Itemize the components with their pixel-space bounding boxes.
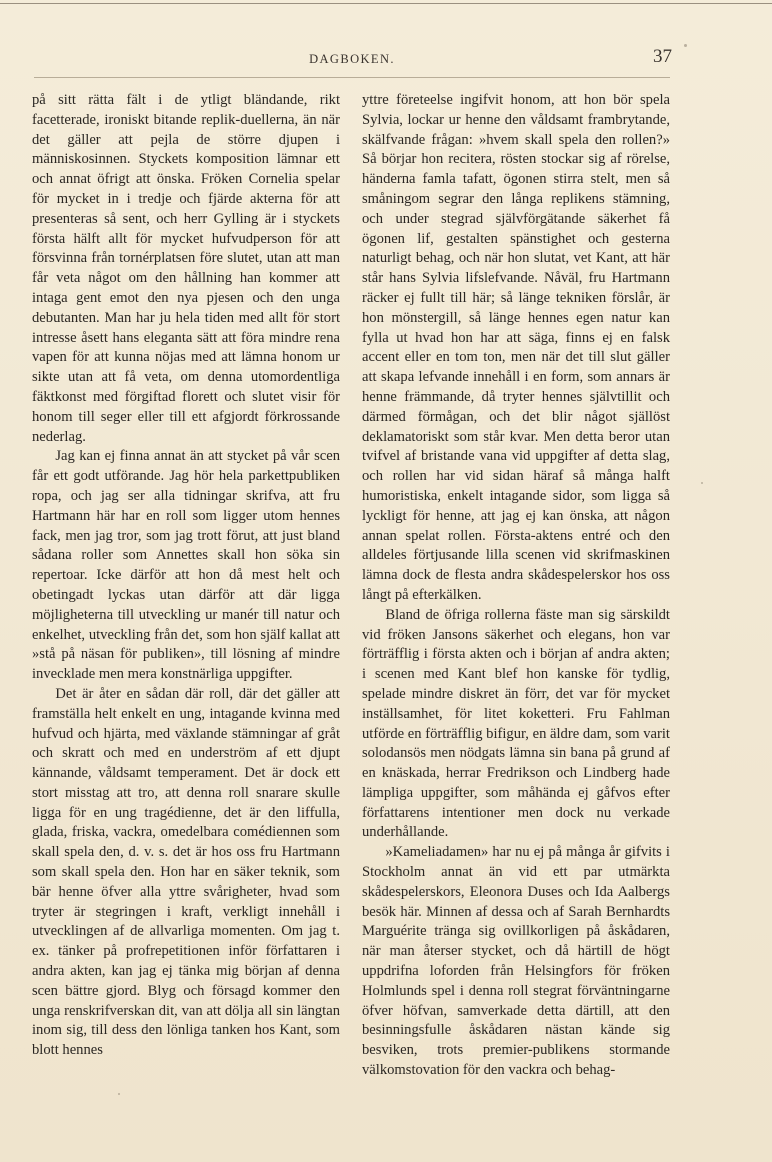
paper-speck <box>118 1093 120 1095</box>
paper-speck <box>701 482 703 484</box>
paragraph: yttre företeelse ingifvit honom, att hon bör spela Sylvia, lockar ur henne den våldsamt frambrytande, skälfvande frågan: »hvem skall spela den rollen?» Så börjar hon recitera, rösten stockar sig af rörelse, händerna famla tafatt, ögonen stirra stelt, men så småningom segrar den långa replikens stämning, och under stegrad självförgätande säkerhet få ögonen lif, gestalten spänstighet och gesterna naturligt behag, och när hon slutat, vet Kant, att här står hans Sylvia lifslefvande. Nåväl, fru Hartmann räcker ej fullt till här; så länge tekniken förslår, är hon mönstergill, så länge hennes egen natur kan fylla ut hvad hon har att säga, finns ej en falsk accent eller en tom ton, men när det till slut gäller att skapa lefvande innehåll i en form, som annars är henne främmande, då tryter hennes självtillit och därmed förmågan, och det blir något själlöst deklamatoriskt som står kvar. Men detta beror utan tvifvel af bristande vana vid uppgifter af detta slag, och rollen har vid sidan häraf så många halft humoristiska, enkelt intagande sidor, som ligga så lyckligt för henne, att jag ej kan önska, att någon annan spelat rollen. Första-aktens entré och den alldeles förtjusande lilla scenen vid skrifmaskinen lämna dock de flesta andra skådespelerskor hos oss långt på efterkälken. <box>362 92 670 603</box>
running-head: DAGBOKEN. <box>309 52 395 66</box>
paragraph: på sitt rätta fält i de ytligt bländande, rikt facetterade, ironiskt bitande replik-duellerna, än när det gäller att pejla de större djupen i människosinnen. Styckets komposition lämnar ett och annat öfrigt att önska. Fröken Cornelia spelar för mycket in i tredje och fjärde akterna för att presenteras så sent, och herr Gylling är i styckets första hälft allt för mycket hufvudperson för att försvinna från tornérplatsen före slutet, utan att man får veta något om den hållning han kommer att intaga gent emot den nya pjesen och den unga debutanten. Man har ju hela tiden med allt för stort intresse åsett hans eleganta sätt att föra mindre rena vapen för att kunna nöjas med att lämna honom ur sikte utan att få veta, om denna utomordentliga fäktkonst med förgiftad florett och slutet visir för honom till seger eller till ett afgjordt förkrossande nederlag. <box>32 92 340 445</box>
header-rule <box>34 77 670 78</box>
paragraph: Det är åter en sådan där roll, där det gäller att framställa helt enkelt en ung, intagande kvinna med hufvud och hjärta, med växlande stämningar af gråt och skratt och med en underström af ett djupt kännande, våldsamt temperament. Det är dock ett stort misstag att tro, att denna roll snarare skulle ligga för en ung tragédienne, det är den liffulla, glada, friska, vackra, omedelbara comédiennen som skall spela den, d. v. s. det är hos oss fru Hartmann som skall spela den. Hon har en säker teknik, som bär henne öfver alla yttre svårigheter, hvad som tryter är stegringen i kraft, verkligt innehåll i utvecklingen af de allvarliga momenten. Om jag t. ex. tänker på profrepetitionen inför författaren i andra akten, kan jag ej tänka mig början af denna scen bättre gjord. Blyg och försagd kommer den unga renskrifverskan dit, van att dölja all sin längtan inom sig, till dess den lönliga tanken hos Kant, som blott hennes <box>32 685 340 1059</box>
paragraph: Jag kan ej finna annat än att stycket på vår scen får ett godt utförande. Jag hör hela parkettpubliken ropa, och jag ser alla tidningar skrifva, att fru Hartmann här har en roll som ligger utom hennes fack, men jag tror, som jag trott förut, att just bland sådana roller som Annettes skall hon söka sin repertoar. Icke därför att hon då mest helt och obetingadt lyckas utan därför att där ligga möjligheterna till utveckling ur manér till natur och enkelhet, utveckling från det, som hon själf kallat att »stå på näsan för publiken», till lösning af mindre invecklade men mera konstnärliga uppgifter. <box>32 448 340 683</box>
page-number: 37 <box>653 46 672 67</box>
page-header <box>32 46 672 74</box>
left-column <box>32 91 340 1061</box>
paragraph: »Kameliadamen» har nu ej på många år gifvits i Stockholm annat än vid ett par utmärkta skådespelerskors, Eleonora Duses och Ida Aalbergs besök här. Minnen af dessa och af Sarah Bernhardts Marguérite tränga sig ovillkorligen på åskådaren, när man återser stycket, och då härtill de högt uppdrifna loforden från Helsingfors för fröken Holmlunds spel i denna roll stegrat förväntningarne öfver höfvan, samverkade detta därtill, att den besinningsfulle åskådaren nästan kände sig besviken, trots premier-publikens stormande välkomstovation för den vackra och behag- <box>362 844 670 1079</box>
right-column <box>362 91 670 1081</box>
paper-speck <box>684 44 687 47</box>
top-edge-rule <box>0 3 772 4</box>
paragraph: Bland de öfriga rollerna fäste man sig särskildt vid fröken Jansons säkerhet och elegans, hon var förträfflig i första akten och i början af andra akten; i scenen med Kant blef hon kanske för tydlig, spelade mindre diskret än förr, det var för mycket inställsamhet, för litet koketteri. Fru Fahlman utförde en förträfflig bifigur, en äldre dam, som varit solodansös men nödgats lämna sin bana på grund af en knäskada, herrar Fredrikson och Lindberg hade lämpliga uppgifter, som måhända ej gåfvos efter författarens intentioner men dock nu verkade underhållande. <box>362 606 670 841</box>
